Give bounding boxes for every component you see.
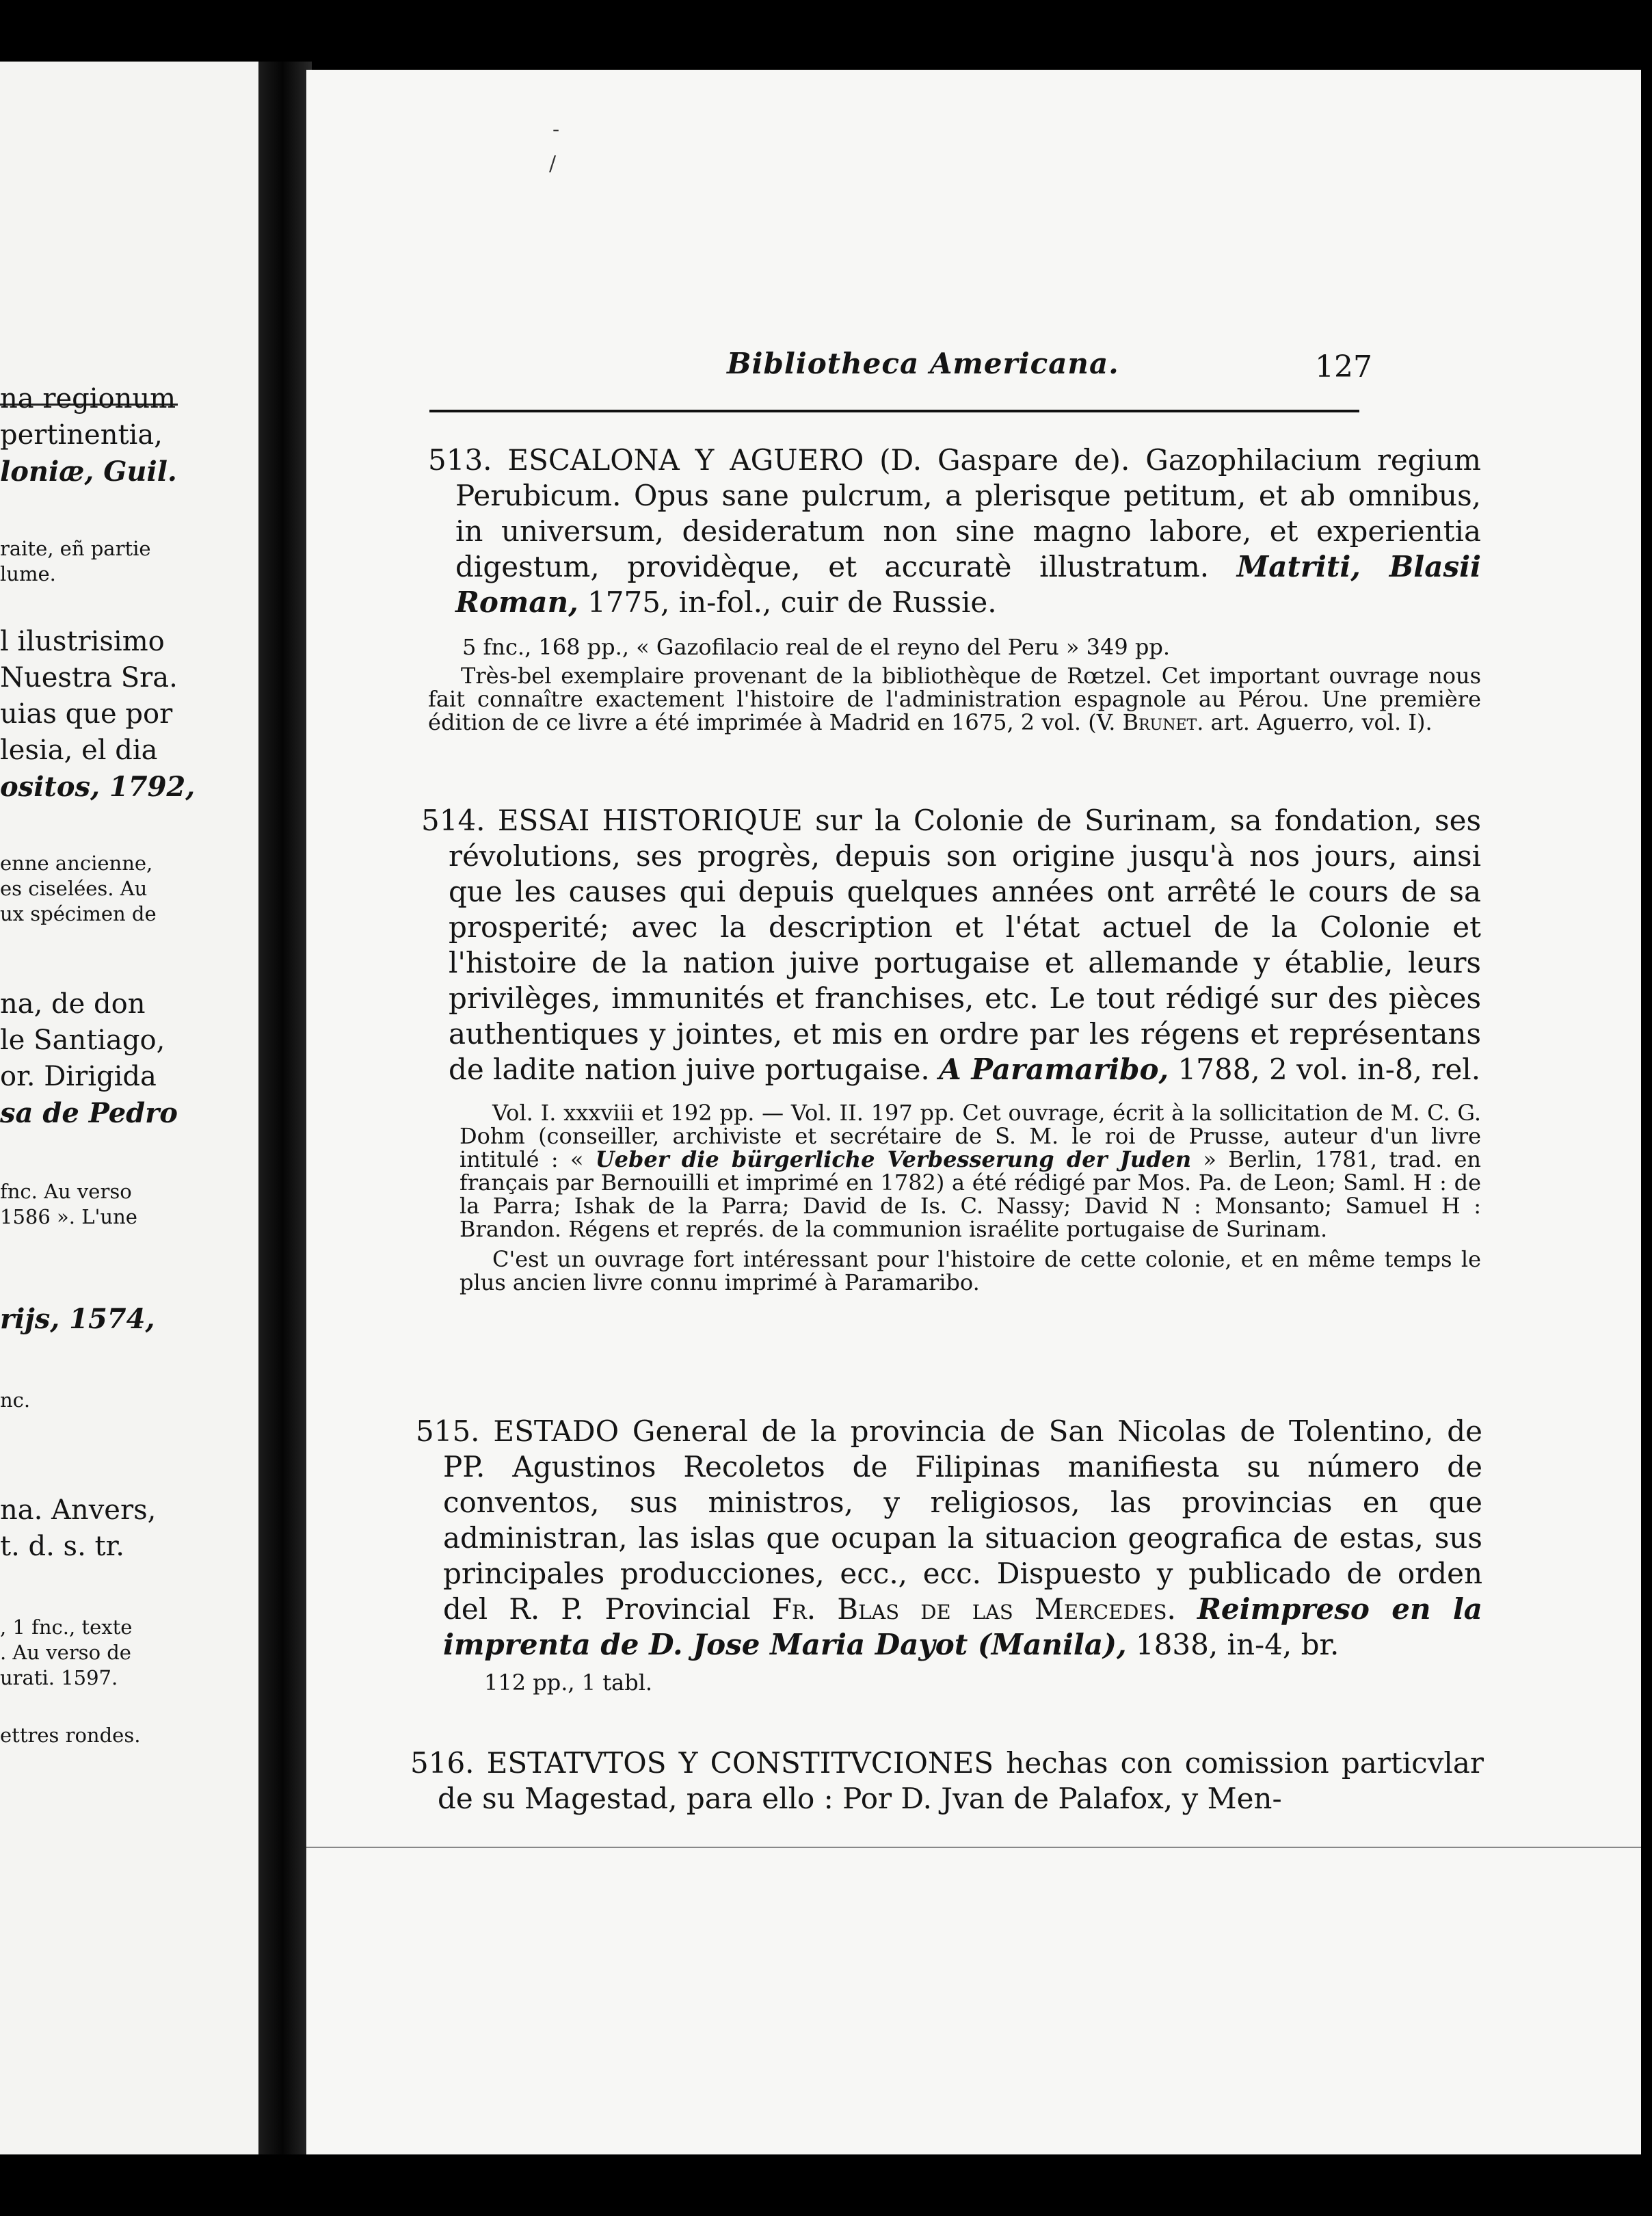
left-page-line: ux spécimen de: [0, 902, 157, 925]
left-page-line: loniæ, Guil.: [0, 456, 177, 488]
entry-imprint: Matriti, Blasii Roman,: [455, 550, 1481, 619]
left-page-line: t. d. s. tr.: [0, 1531, 125, 1562]
left-page-line: raite, eñ partie: [0, 537, 151, 560]
header-rule: [429, 410, 1359, 412]
entry-imprint: Reimpreso en la imprenta de D. Jose Maria Dayot (Manila),: [443, 1592, 1483, 1661]
left-page-line: enne ancienne,: [0, 852, 153, 875]
entry-format: 1775, in-fol., cuir de Russie.: [578, 585, 997, 619]
entry-513: [428, 443, 1481, 734]
left-page-line: na. Anvers,: [0, 1494, 157, 1526]
entry-number: 515.: [416, 1414, 480, 1448]
stray-mark: -: [552, 118, 560, 142]
stray-mark: /: [549, 152, 557, 176]
entry-author: Fr. Blas de las Mercedes: [771, 1592, 1167, 1626]
left-page-line: fnc. Au verso: [0, 1180, 132, 1203]
note-text: Très-bel exemplaire provenant de la bibliothèque de Rœtzel. Cet important ouvrage nous fait connaître exactement l'histoire de l'administration espagnole au Pérou. Une première édition de ce livre a été imprimée à Madrid en 1675, 2 vol. (V.: [428, 663, 1481, 735]
note-author: Brunet: [1122, 709, 1197, 735]
entry-note: C'est un ouvrage fort intéressant pour l'histoire de cette colonie, et en même temps le plus ancien livre connu imprimé à Paramaribo.: [459, 1246, 1481, 1295]
note-text: . art. Aguerro, vol. I).: [1197, 709, 1433, 735]
left-page-line: le Santiago,: [0, 1025, 165, 1056]
left-page-line: ositos, 1792,: [0, 771, 196, 803]
left-page-line: lesia, el dia: [0, 735, 158, 766]
book-gutter: [258, 62, 312, 2154]
left-page-line: l ilustrisimo: [0, 626, 165, 657]
entry-515: [416, 1414, 1482, 1694]
note-title: Ueber die bürgerliche Verbesserung der Juden: [595, 1146, 1192, 1172]
entry-number: 514.: [421, 804, 485, 837]
entry-collation: 112 pp., 1 tabl.: [484, 1670, 653, 1696]
previous-page-fragment: [0, 62, 277, 2154]
left-page-line: urati. 1597.: [0, 1666, 118, 1689]
page-header: [306, 347, 1372, 388]
left-page-line: nc.: [0, 1388, 31, 1412]
entry-text-sep: .: [1167, 1592, 1197, 1626]
left-page-line: na regionum: [0, 383, 176, 414]
entry-note: [428, 664, 1481, 734]
entry-format: 1788, 2 vol. in-8, rel.: [1169, 1053, 1481, 1086]
entry-text: [421, 803, 1481, 1087]
note-text: Vol. I. xxxviii et 192 pp. — Vol. II. 197 pp. Cet ouvrage, écrit à la sollicitation de M. C. G. Dohm (conseiller, archiviste et secrétaire de S. M. le roi de Prusse, auteur d'un livre intitulé : «: [459, 1100, 1481, 1172]
entry-title: ESTADO General de la provincia de San Nicolas de Tolentino, de PP. Agustinos Recoletos de Filipinas manifiesta su número de conventos, sus ministros, y religiosos, las provincias en que administran, las islas que ocupan la situacion geografica de estas, sus principales producciones, ecc., ecc. Dispuesto y publicado de orden del R. P. Provincial: [443, 1414, 1482, 1626]
entry-text: [416, 1414, 1482, 1663]
entry-title: ESTATVTOS Y CONSTITVCIONES hechas con comission particvlar de su Magestad, para ello : Por D. Jvan de Palafox, y Men-: [438, 1746, 1484, 1815]
page-bottom-edge: [306, 1847, 1641, 1848]
entry-imprint: A Paramaribo,: [939, 1053, 1169, 1086]
left-page-line: or. Dirigida: [0, 1061, 157, 1092]
entry-title: ESSAI HISTORIQUE sur la Colonie de Surinam, sa fondation, ses révolutions, ses progrès, depuis son origine jusqu'à nos jours, ainsi que les causes qui depuis quelques années ont arrêté le cours de sa prosperité; avec la description et l'état actuel de la Colonie et l'histoire de la nation juive portugaise et allemande y établie, leurs privilèges, immunités et franchises, etc. Le tout rédigé sur des pièces authentiques y jointes, et mis en ordre par les régens et représentans de ladite nation juive portugaise.: [449, 804, 1482, 1086]
entry-note: [421, 1101, 1481, 1241]
left-page-line: es ciselées. Au: [0, 877, 148, 900]
left-page-line: , 1 fnc., texte: [0, 1615, 133, 1639]
entry-text: [410, 1745, 1484, 1817]
left-page-line: rijs, 1574,: [0, 1303, 155, 1335]
left-page-line: . Au verso de: [0, 1641, 131, 1664]
running-title: Bibliotheca Americana.: [727, 347, 1119, 380]
left-page-line: Nuestra Sra.: [0, 662, 178, 694]
page: [306, 70, 1641, 2154]
left-page-line: ettres rondes.: [0, 1724, 141, 1747]
entry-format: 1838, in-4, br.: [1126, 1628, 1340, 1661]
left-page-line: pertinentia,: [0, 419, 163, 451]
left-page-line: sa de Pedro: [0, 1097, 178, 1129]
entry-text: [428, 443, 1481, 620]
entry-number: 513.: [428, 443, 492, 477]
left-page-line: na, de don: [0, 988, 146, 1020]
entry-collation: 5 fnc., 168 pp., « Gazofilacio real de el reyno del Peru » 349 pp.: [462, 634, 1171, 660]
entry-516: [410, 1745, 1484, 1817]
left-page-line: lume.: [0, 562, 56, 585]
entry-514: [421, 803, 1481, 1294]
left-page-line: uias que por: [0, 698, 173, 730]
page-number: 127: [1315, 349, 1372, 384]
note-text: » Berlin, 1781, trad. en français par Bernouilli et imprimé en 1782) a été rédigé par Mos. Pa. de Leon; Saml. H : de la Parra; Ishak de la Parra; David de Is. C. Nassy; David N : Monsanto; Samuel H : Brandon. Régens et représ. de la communion israélite portugaise de Surinam.: [459, 1146, 1482, 1242]
entry-title: ESCALONA Y AGUERO (D. Gaspare de). Gazophilacium regium Perubicum. Opus sane pulcrum, a plerisque petitum, et ab omnibus, in universum, desideratum non sine magno labore, et experientia digestum, providèque, et accuratè illustratum.: [455, 443, 1481, 583]
entry-number: 516.: [410, 1746, 475, 1780]
left-page-line: 1586 ». L'une: [0, 1205, 137, 1228]
